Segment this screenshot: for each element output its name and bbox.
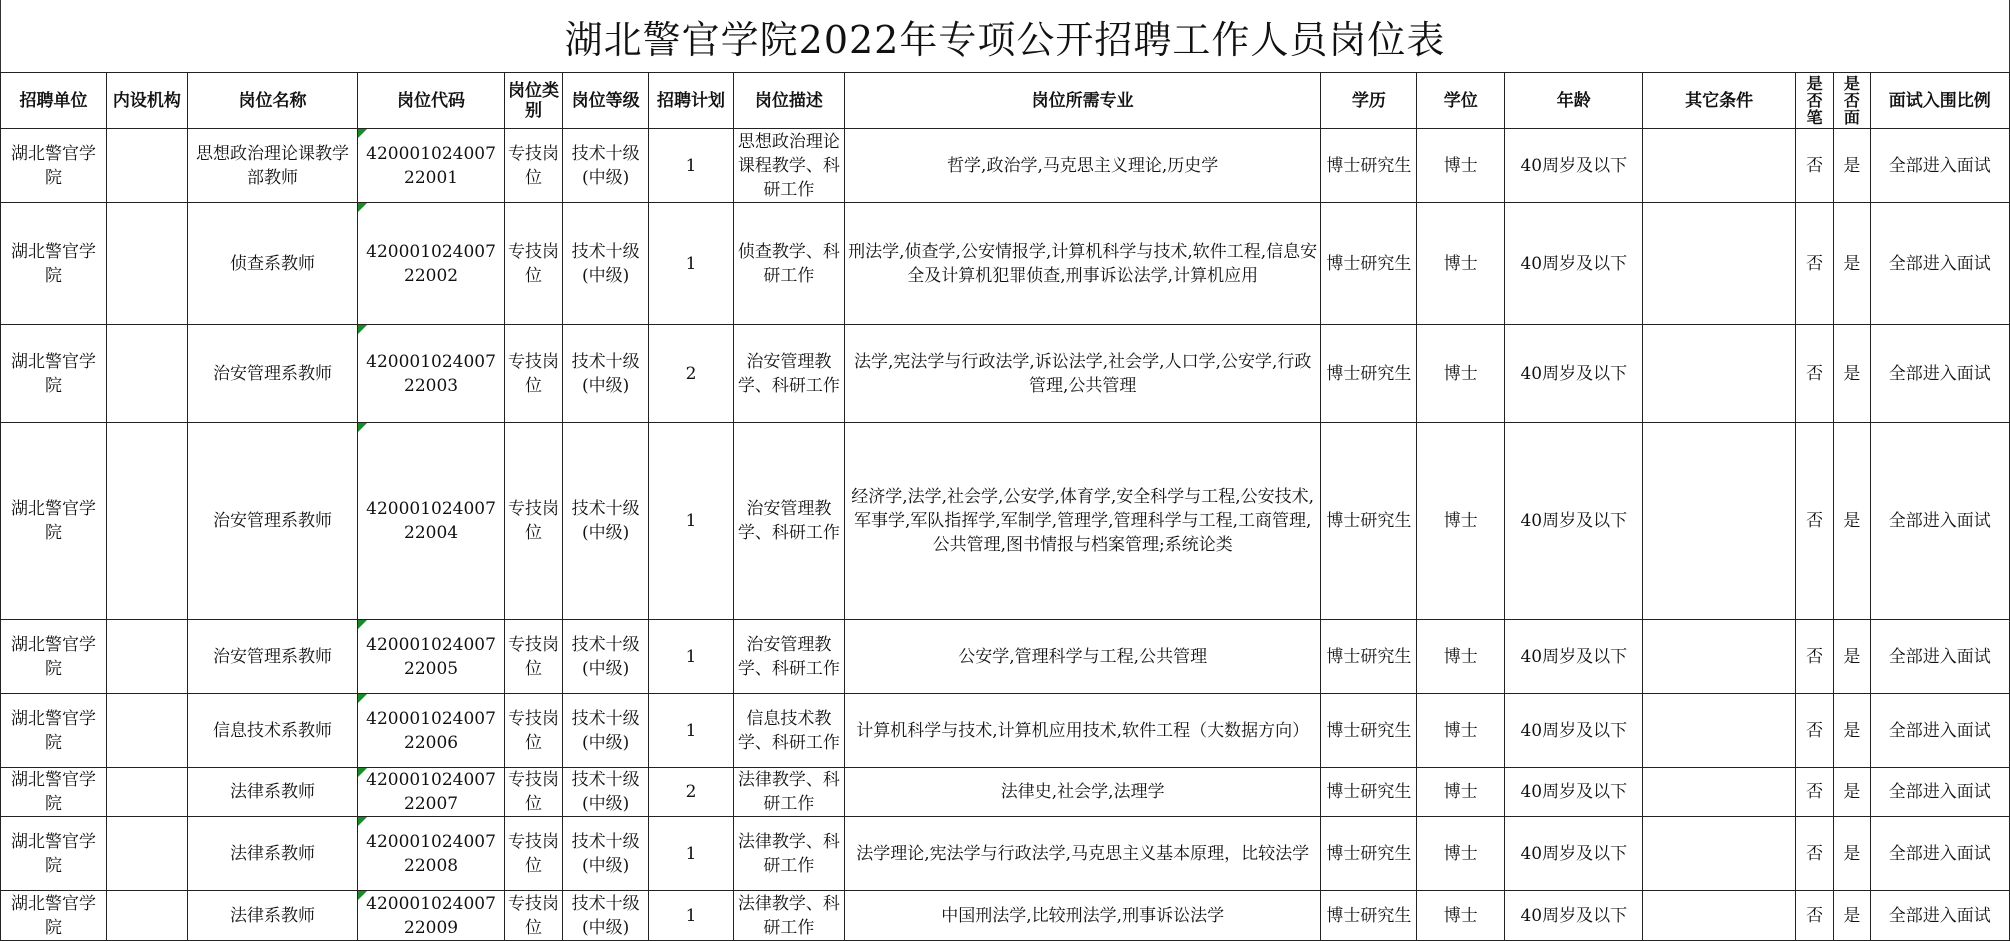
table-row <box>1 325 2010 423</box>
cell-written[interactable]: 否 <box>1795 129 1833 203</box>
cell-post-code[interactable]: 42000102400722007 <box>358 768 504 817</box>
cell-major[interactable]: 法学,宪法学与行政法学,诉讼法学,社会学,人口学,公安学,行政管理,公共管理 <box>844 325 1321 423</box>
cell-unit[interactable]: 湖北警官学院 <box>1 325 107 423</box>
cell-edu[interactable]: 博士研究生 <box>1321 891 1417 941</box>
cell-desc[interactable]: 思想政治理论课程教学、科研工作 <box>733 129 844 203</box>
cell-desc[interactable]: 治安管理教学、科研工作 <box>733 423 844 620</box>
cell-dept[interactable] <box>107 891 188 941</box>
cell-post-name[interactable]: 法律系教师 <box>187 768 358 817</box>
cell-post-type[interactable]: 专技岗位 <box>504 694 563 768</box>
table-body <box>1 129 2010 941</box>
table-row <box>1 891 2010 941</box>
cell-edu[interactable]: 博士研究生 <box>1321 423 1417 620</box>
cell-edu[interactable]: 博士研究生 <box>1321 620 1417 694</box>
cell-interview[interactable]: 是 <box>1834 768 1870 817</box>
cell-other[interactable] <box>1643 620 1795 694</box>
cell-major[interactable]: 法学理论,宪法学与行政法学,马克思主义基本原理，比较法学 <box>844 817 1321 891</box>
cell-unit[interactable]: 湖北警官学院 <box>1 891 107 941</box>
cell-post-name[interactable]: 法律系教师 <box>187 891 358 941</box>
cell-ratio[interactable]: 全部进入面试 <box>1870 129 2009 203</box>
cell-post-level[interactable]: 技术十级(中级) <box>563 203 649 325</box>
cell-written[interactable]: 否 <box>1795 203 1833 325</box>
cell-post-type[interactable]: 专技岗位 <box>504 129 563 203</box>
cell-age[interactable]: 40周岁及以下 <box>1505 129 1643 203</box>
cell-post-name[interactable]: 思想政治理论课教学部教师 <box>187 129 358 203</box>
cell-post-level[interactable]: 技术十级(中级) <box>563 325 649 423</box>
cell-age[interactable]: 40周岁及以下 <box>1505 694 1643 768</box>
cell-degree[interactable]: 博士 <box>1417 129 1505 203</box>
header-row <box>1 73 2010 129</box>
cell-post-type[interactable]: 专技岗位 <box>504 620 563 694</box>
cell-post-level[interactable]: 技术十级(中级) <box>563 423 649 620</box>
cell-post-type[interactable]: 专技岗位 <box>504 817 563 891</box>
cell-ratio[interactable]: 全部进入面试 <box>1870 694 2009 768</box>
cell-plan[interactable]: 1 <box>649 129 734 203</box>
page-title: 湖北警官学院2022年专项公开招聘工作人员岗位表 <box>564 17 1446 62</box>
cell-major[interactable]: 经济学,法学,社会学,公安学,体育学,安全科学与工程,公安技术,军事学,军队指挥学,军制学,管理学,管理科学与工程,工商管理,公共管理,图书情报与档案管理;系统论类 <box>844 423 1321 620</box>
cell-edu[interactable]: 博士研究生 <box>1321 768 1417 817</box>
col-header-written: 是否笔 <box>1795 73 1833 129</box>
cell-interview[interactable]: 是 <box>1834 694 1870 768</box>
cell-dept[interactable] <box>107 620 188 694</box>
cell-plan[interactable]: 1 <box>649 891 734 941</box>
cell-post-type[interactable]: 专技岗位 <box>504 768 563 817</box>
cell-post-name[interactable]: 治安管理系教师 <box>187 325 358 423</box>
cell-interview[interactable]: 是 <box>1834 325 1870 423</box>
cell-post-code[interactable]: 42000102400722009 <box>358 891 504 941</box>
col-header-post-name: 岗位名称 <box>187 73 358 129</box>
cell-degree[interactable]: 博士 <box>1417 620 1505 694</box>
cell-written[interactable]: 否 <box>1795 423 1833 620</box>
cell-unit[interactable]: 湖北警官学院 <box>1 203 107 325</box>
cell-written[interactable]: 否 <box>1795 325 1833 423</box>
cell-age[interactable]: 40周岁及以下 <box>1505 891 1643 941</box>
col-header-interview: 是否面 <box>1834 73 1870 129</box>
cell-plan[interactable]: 1 <box>649 423 734 620</box>
table-row <box>1 768 2010 817</box>
cell-ratio[interactable]: 全部进入面试 <box>1870 620 2009 694</box>
col-header-other: 其它条件 <box>1643 73 1795 129</box>
cell-post-level[interactable]: 技术十级(中级) <box>563 768 649 817</box>
col-header-age: 年龄 <box>1505 73 1643 129</box>
col-header-edu: 学历 <box>1321 73 1417 129</box>
col-header-major: 岗位所需专业 <box>844 73 1321 129</box>
cell-age[interactable]: 40周岁及以下 <box>1505 620 1643 694</box>
cell-age[interactable]: 40周岁及以下 <box>1505 423 1643 620</box>
cell-unit[interactable]: 湖北警官学院 <box>1 129 107 203</box>
cell-dept[interactable] <box>107 129 188 203</box>
cell-ratio[interactable]: 全部进入面试 <box>1870 817 2009 891</box>
col-header-desc: 岗位描述 <box>733 73 844 129</box>
cell-edu[interactable]: 博士研究生 <box>1321 203 1417 325</box>
cell-plan[interactable]: 2 <box>649 768 734 817</box>
cell-post-level[interactable]: 技术十级(中级) <box>563 620 649 694</box>
cell-post-name[interactable]: 治安管理系教师 <box>187 423 358 620</box>
cell-dept[interactable] <box>107 203 188 325</box>
table-row <box>1 129 2010 203</box>
cell-desc[interactable]: 治安管理教学、科研工作 <box>733 325 844 423</box>
cell-edu[interactable]: 博士研究生 <box>1321 694 1417 768</box>
cell-dept[interactable] <box>107 325 188 423</box>
cell-plan[interactable]: 2 <box>649 325 734 423</box>
cell-plan[interactable]: 1 <box>649 203 734 325</box>
cell-post-name[interactable]: 信息技术系教师 <box>187 694 358 768</box>
table-row <box>1 620 2010 694</box>
col-header-post-code: 岗位代码 <box>358 73 504 129</box>
cell-interview[interactable]: 是 <box>1834 620 1870 694</box>
cell-post-name[interactable]: 法律系教师 <box>187 817 358 891</box>
cell-desc[interactable]: 治安管理教学、科研工作 <box>733 620 844 694</box>
cell-degree[interactable]: 博士 <box>1417 817 1505 891</box>
cell-major[interactable]: 中国刑法学,比较刑法学,刑事诉讼法学 <box>844 891 1321 941</box>
cell-interview[interactable]: 是 <box>1834 423 1870 620</box>
cell-other[interactable] <box>1643 817 1795 891</box>
cell-other[interactable] <box>1643 694 1795 768</box>
col-header-post-type: 岗位类别 <box>504 73 563 129</box>
cell-age[interactable]: 40周岁及以下 <box>1505 768 1643 817</box>
cell-major[interactable]: 刑法学,侦查学,公安情报学,计算机科学与技术,软件工程,信息安全及计算机犯罪侦查,刑事诉讼法学,计算机应用 <box>844 203 1321 325</box>
cell-age[interactable]: 40周岁及以下 <box>1505 817 1643 891</box>
cell-desc[interactable]: 侦查教学、科研工作 <box>733 203 844 325</box>
cell-post-level[interactable]: 技术十级(中级) <box>563 694 649 768</box>
cell-interview[interactable]: 是 <box>1834 891 1870 941</box>
cell-post-code[interactable]: 42000102400722003 <box>358 325 504 423</box>
cell-other[interactable] <box>1643 325 1795 423</box>
cell-interview[interactable]: 是 <box>1834 817 1870 891</box>
cell-degree[interactable]: 博士 <box>1417 768 1505 817</box>
job-table <box>0 72 2010 941</box>
cell-dept[interactable] <box>107 768 188 817</box>
col-header-ratio: 面试入围比例 <box>1870 73 2009 129</box>
cell-ratio[interactable]: 全部进入面试 <box>1870 325 2009 423</box>
cell-plan[interactable]: 1 <box>649 620 734 694</box>
cell-other[interactable] <box>1643 129 1795 203</box>
cell-written[interactable]: 否 <box>1795 694 1833 768</box>
cell-post-level[interactable]: 技术十级(中级) <box>563 817 649 891</box>
cell-major[interactable]: 法律史,社会学,法理学 <box>844 768 1321 817</box>
cell-post-name[interactable]: 治安管理系教师 <box>187 620 358 694</box>
cell-post-code[interactable]: 42000102400722004 <box>358 423 504 620</box>
cell-plan[interactable]: 1 <box>649 817 734 891</box>
cell-major[interactable]: 公安学,管理科学与工程,公共管理 <box>844 620 1321 694</box>
cell-desc[interactable]: 法律教学、科研工作 <box>733 768 844 817</box>
cell-written[interactable]: 否 <box>1795 891 1833 941</box>
cell-edu[interactable]: 博士研究生 <box>1321 129 1417 203</box>
cell-post-code[interactable]: 42000102400722005 <box>358 620 504 694</box>
cell-written[interactable]: 否 <box>1795 620 1833 694</box>
cell-other[interactable] <box>1643 423 1795 620</box>
col-header-plan: 招聘计划 <box>649 73 734 129</box>
cell-degree[interactable]: 博士 <box>1417 891 1505 941</box>
table-row <box>1 203 2010 325</box>
cell-post-type[interactable]: 专技岗位 <box>504 325 563 423</box>
cell-ratio[interactable]: 全部进入面试 <box>1870 768 2009 817</box>
cell-other[interactable] <box>1643 768 1795 817</box>
col-header-unit: 招聘单位 <box>1 73 107 129</box>
cell-post-code[interactable]: 42000102400722001 <box>358 129 504 203</box>
col-header-dept: 内设机构 <box>107 73 188 129</box>
col-header-post-level: 岗位等级 <box>563 73 649 129</box>
cell-post-type[interactable]: 专技岗位 <box>504 423 563 620</box>
cell-major[interactable]: 计算机科学与技术,计算机应用技术,软件工程（大数据方向） <box>844 694 1321 768</box>
cell-post-code[interactable]: 42000102400722006 <box>358 694 504 768</box>
cell-post-level[interactable]: 技术十级(中级) <box>563 891 649 941</box>
cell-post-code[interactable]: 42000102400722008 <box>358 817 504 891</box>
cell-age[interactable]: 40周岁及以下 <box>1505 203 1643 325</box>
cell-unit[interactable]: 湖北警官学院 <box>1 768 107 817</box>
cell-ratio[interactable]: 全部进入面试 <box>1870 423 2009 620</box>
cell-desc[interactable]: 信息技术教学、科研工作 <box>733 694 844 768</box>
cell-post-type[interactable]: 专技岗位 <box>504 203 563 325</box>
cell-desc[interactable]: 法律教学、科研工作 <box>733 817 844 891</box>
cell-interview[interactable]: 是 <box>1834 129 1870 203</box>
cell-dept[interactable] <box>107 694 188 768</box>
cell-desc[interactable]: 法律教学、科研工作 <box>733 891 844 941</box>
cell-plan[interactable]: 1 <box>649 694 734 768</box>
cell-edu[interactable]: 博士研究生 <box>1321 325 1417 423</box>
cell-unit[interactable]: 湖北警官学院 <box>1 423 107 620</box>
cell-post-name[interactable]: 侦查系教师 <box>187 203 358 325</box>
cell-dept[interactable] <box>107 817 188 891</box>
cell-age[interactable]: 40周岁及以下 <box>1505 325 1643 423</box>
cell-degree[interactable]: 博士 <box>1417 203 1505 325</box>
col-header-degree: 学位 <box>1417 73 1505 129</box>
cell-major[interactable]: 哲学,政治学,马克思主义理论,历史学 <box>844 129 1321 203</box>
cell-ratio[interactable]: 全部进入面试 <box>1870 203 2009 325</box>
cell-degree[interactable]: 博士 <box>1417 325 1505 423</box>
cell-post-type[interactable]: 专技岗位 <box>504 891 563 941</box>
cell-other[interactable] <box>1643 891 1795 941</box>
cell-post-code[interactable]: 42000102400722002 <box>358 203 504 325</box>
cell-unit[interactable]: 湖北警官学院 <box>1 620 107 694</box>
cell-interview[interactable]: 是 <box>1834 203 1870 325</box>
table-row <box>1 423 2010 620</box>
cell-unit[interactable]: 湖北警官学院 <box>1 817 107 891</box>
cell-unit[interactable]: 湖北警官学院 <box>1 694 107 768</box>
cell-degree[interactable]: 博士 <box>1417 423 1505 620</box>
cell-ratio[interactable]: 全部进入面试 <box>1870 891 2009 941</box>
cell-written[interactable]: 否 <box>1795 817 1833 891</box>
cell-dept[interactable] <box>107 423 188 620</box>
table-row <box>1 817 2010 891</box>
title-row <box>0 0 2010 72</box>
cell-edu[interactable]: 博士研究生 <box>1321 817 1417 891</box>
cell-other[interactable] <box>1643 203 1795 325</box>
table-row <box>1 694 2010 768</box>
cell-degree[interactable]: 博士 <box>1417 694 1505 768</box>
cell-written[interactable]: 否 <box>1795 768 1833 817</box>
cell-post-level[interactable]: 技术十级(中级) <box>563 129 649 203</box>
